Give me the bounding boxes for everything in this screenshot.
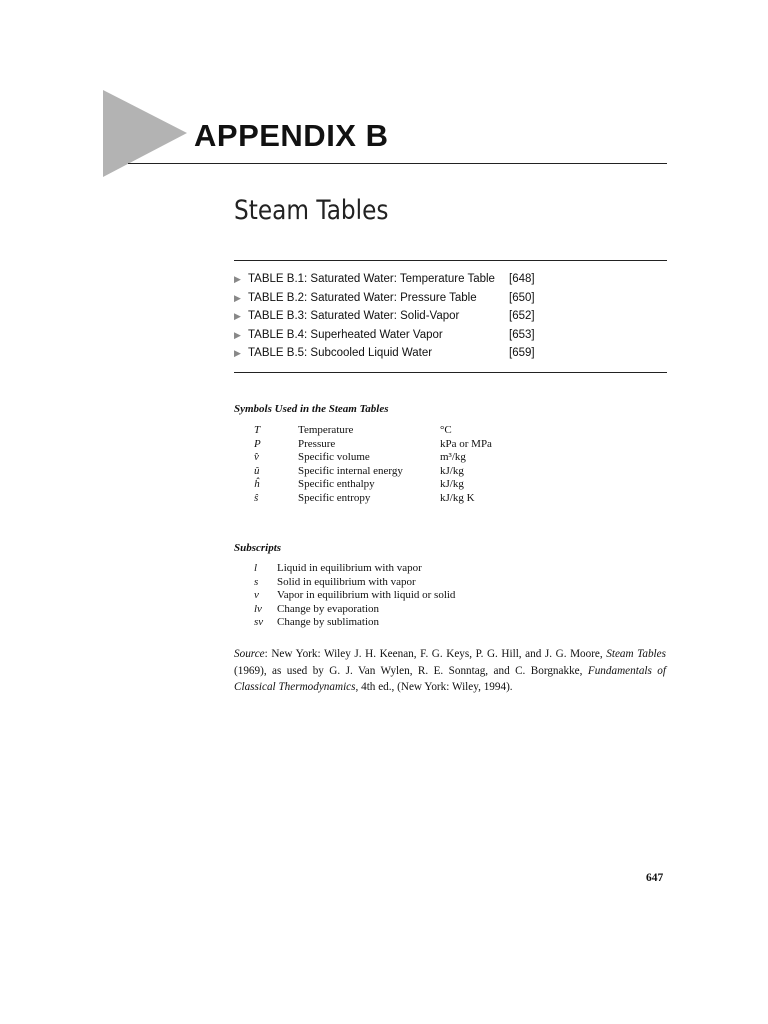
source-text: , 4th ed., (New York: Wiley, 1994). [355,681,513,693]
subscripts-heading: Subscripts [234,542,282,554]
subscript-symbol: l [254,562,258,574]
toc-item-label: TABLE B.2: Saturated Water: Pressure Table [248,291,477,304]
symbol-description: Specific volume [298,451,370,464]
symbol-unit: kJ/kg [440,478,464,491]
symbol-description: Pressure [298,437,336,450]
symbols-heading: Symbols Used in the Steam Tables [234,403,389,415]
toc-top-rule [234,260,667,261]
toc-item[interactable] [234,326,664,345]
symbol-unit: m³/kg [440,451,466,464]
symbol: v̂ [254,451,259,464]
page-number: 647 [646,872,664,884]
toc-item-page: [650] [509,291,535,304]
source-book-title: Steam Tables [606,648,666,660]
toc-item-page: [652] [509,310,535,323]
triangle-bullet-icon: ▶ [234,311,241,322]
symbol-description: Specific internal energy [298,464,403,477]
symbol-unit: °C [440,424,452,436]
table-of-contents [234,270,664,363]
subscript-description: Liquid in equilibrium with vapor [277,562,422,574]
symbol-description: Specific entropy [298,491,371,504]
toc-item-page: [648] [509,273,535,285]
symbol: ĥ [254,478,260,491]
toc-item-label: TABLE B.4: Superheated Water Vapor [248,328,443,341]
toc-item-page: [653] [509,328,535,341]
triangle-marker-icon [0,0,200,180]
symbol-description: Specific enthalpy [298,478,375,491]
source-text: (1969), as used by G. J. Van Wylen, R. E. Sonntag, and C. Borgnakke, [234,664,588,677]
triangle-bullet-icon: ▶ [234,292,241,303]
toc-bottom-rule [234,372,667,373]
source-text: : New York: Wiley J. H. Keenan, F. G. Keys, P. G. Hill, and J. G. Moore, [264,648,607,660]
symbol: P [254,437,261,450]
toc-item-label: TABLE B.1: Saturated Water: Temperature Table [248,273,495,285]
subscript-symbol: sv [254,616,264,629]
toc-item[interactable] [234,289,664,308]
symbol: T [254,424,261,436]
subscript-description: Vapor in equilibrium with liquid or solid [277,589,456,602]
triangle-bullet-icon: ▶ [234,348,241,359]
toc-item[interactable] [234,270,664,289]
symbol: ŝ [254,491,259,504]
subscript-description: Change by sublimation [277,616,380,629]
toc-item-label: TABLE B.5: Subcooled Liquid Water [248,347,433,360]
symbol-unit: kJ/kg K [440,491,475,504]
symbol-description: Temperature [298,424,354,436]
subscript-symbol: lv [254,602,262,615]
toc-item[interactable] [234,307,664,326]
toc-item[interactable] [234,344,664,363]
subscript-description: Solid in equilibrium with vapor [277,575,416,588]
subscript-symbol: v [254,589,259,602]
symbol-unit: kPa or MPa [440,437,492,450]
symbol-unit: kJ/kg [440,464,464,477]
source-book-title: Fundamentals of Classical Thermodynamics [234,664,666,693]
toc-item-label: TABLE B.3: Saturated Water: Solid-Vapor [248,310,460,323]
source-citation [234,646,666,696]
header-rule [128,163,667,164]
triangle-bullet-icon: ▶ [234,274,241,284]
source-label: Source [234,648,265,660]
chapter-title: Steam Tables [234,195,389,226]
subscript-symbol: s [254,575,259,588]
subscript-description: Change by evaporation [277,602,380,615]
appendix-label: APPENDIX B [194,118,389,153]
symbol: û [254,464,260,477]
triangle-bullet-icon: ▶ [234,329,241,340]
toc-item-page: [659] [509,347,535,360]
